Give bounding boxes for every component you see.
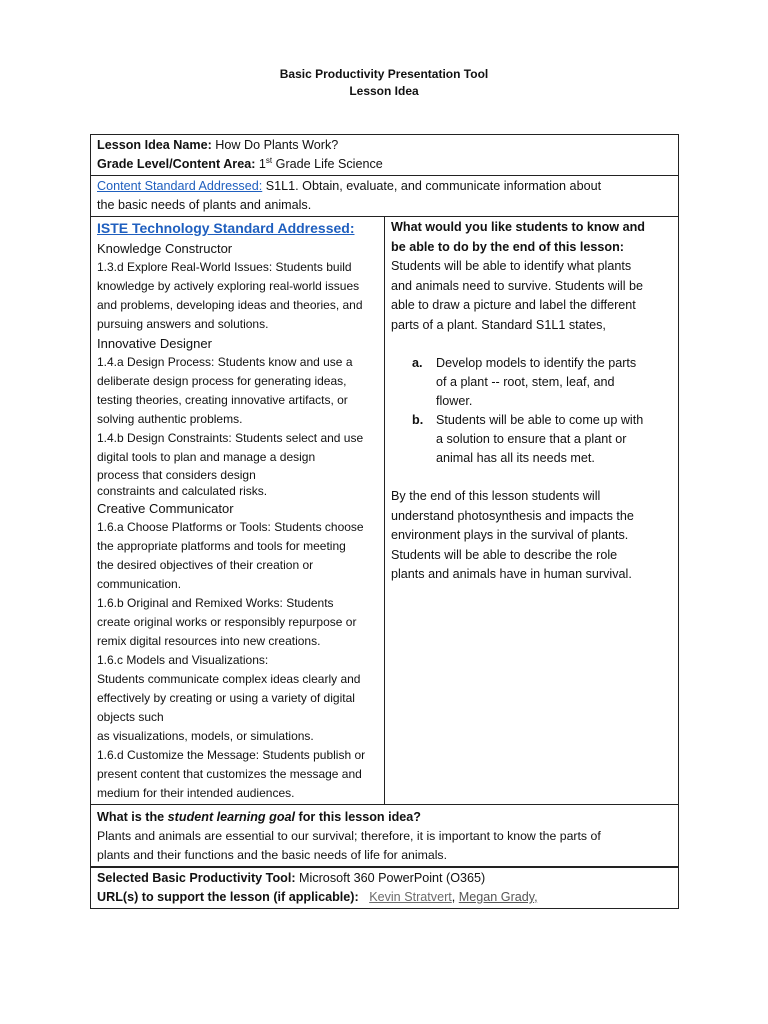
lesson-name-line: [97, 136, 672, 155]
iste-standard-line: testing theories, creating innovative artifacts, or: [97, 393, 348, 407]
objectives-list: [391, 354, 672, 468]
objectives-intro-line: parts of a plant. Standard S1L1 states,: [391, 317, 606, 332]
objectives-cell: [385, 217, 679, 805]
objectives-closing-line: environment plays in the survival of plants.: [391, 528, 629, 542]
objectives-intro: [391, 257, 672, 335]
list-marker: a.: [412, 356, 423, 370]
iste-standard-line: the desired objectives of their creation or: [97, 558, 314, 572]
iste-standard-item: [97, 258, 378, 334]
iste-cell: [91, 217, 385, 805]
objectives-list-line: Develop models to identify the parts: [436, 356, 637, 370]
iste-standard-item: [97, 353, 378, 429]
objectives-closing-line: understand photosynthesis and impacts the: [391, 508, 634, 523]
tool-row: [91, 867, 679, 909]
learning-goal-row: [91, 805, 679, 868]
objectives-question-line-2: be able to do by the end of this lesson:: [391, 239, 625, 254]
iste-standards: [97, 239, 378, 803]
url-link-kevin-stratvert[interactable]: Kevin Stratvert: [369, 890, 452, 904]
lesson-name-label: Lesson Idea Name:: [97, 138, 212, 152]
iste-standard-line: remix digital resources into new creations.: [97, 634, 321, 648]
learning-goal-q-post: for this lesson idea?: [295, 810, 421, 824]
lesson-table: [90, 134, 679, 909]
iste-category: Creative Communicator: [97, 501, 234, 516]
learning-goal-cell: [91, 805, 679, 868]
content-standard-value-2: the basic needs of plants and animals.: [97, 198, 312, 212]
url-separator: ,: [451, 890, 456, 904]
objectives-list-line: animal has all its needs met.: [436, 451, 595, 465]
content-standard-link[interactable]: Content Standard Addressed:: [97, 179, 263, 193]
iste-standard-item: [97, 518, 378, 594]
objectives-question-line-1: What would you like students to know and: [391, 220, 645, 234]
iste-standard-line: digital tools to plan and manage a design: [97, 450, 316, 464]
learning-goal-line-2: plants and their functions and the basic needs of life for animals.: [97, 848, 447, 862]
learning-goal-line-1: Plants and animals are essential to our survival; therefore, it is important to know the parts of: [97, 829, 601, 843]
objectives-list-item: [412, 411, 672, 468]
iste-category: Innovative Designer: [97, 336, 212, 351]
objectives-closing-line: plants and animals have in human survival.: [391, 567, 632, 581]
document-header: [0, 66, 768, 100]
grade-level-label: Grade Level/Content Area:: [97, 157, 256, 171]
objectives-list-line: of a plant -- root, stem, leaf, and: [436, 375, 615, 389]
objectives-question: [391, 218, 672, 257]
iste-standard-item: [97, 467, 378, 499]
content-standard-row: [91, 176, 679, 217]
iste-standard-line: 1.6.c Models and Visualizations:: [97, 653, 269, 667]
url-line: [97, 888, 672, 907]
iste-standard-line: communication.: [97, 577, 182, 591]
iste-standard-line: constraints and calculated risks.: [97, 484, 268, 498]
iste-standard-line: 1.6.a Choose Platforms or Tools: Students choose: [97, 520, 364, 534]
document-title: Basic Productivity Presentation Tool: [279, 67, 489, 81]
learning-goal-q-pre: What is the: [97, 810, 168, 824]
objectives-list-line: a solution to ensure that a plant or: [436, 432, 627, 446]
objectives-intro-line: and animals need to survive. Students will be: [391, 278, 644, 293]
iste-standard-item: [97, 594, 378, 651]
objectives-list-item: [412, 354, 672, 411]
content-standard-line-1: [97, 177, 672, 196]
spacer: [391, 468, 672, 487]
list-marker: b.: [412, 413, 424, 427]
iste-standard-line: Students communicate complex ideas clearly and: [97, 672, 361, 686]
iste-standard-line: process that considers design: [97, 468, 256, 482]
standards-row: [91, 217, 679, 805]
tool-line: [97, 869, 672, 888]
objectives-list-line: Students will be able to come up with: [436, 413, 644, 427]
objectives-intro-line: able to draw a picture and label the different: [391, 298, 636, 312]
iste-standard-line: the appropriate platforms and tools for meeting: [97, 539, 346, 553]
iste-category: Knowledge Constructor: [97, 241, 233, 256]
iste-standard-item: [97, 651, 378, 746]
iste-standard-line: solving authentic problems.: [97, 412, 243, 426]
iste-standard-line: 1.6.d Customize the Message: Students publish or: [97, 748, 366, 762]
objectives-list-line: flower.: [436, 394, 473, 408]
objectives-closing: [391, 487, 672, 585]
iste-standard-item: [97, 746, 378, 803]
objectives-closing-line: By the end of this lesson students will: [391, 489, 601, 503]
content-standard-cell: [91, 176, 679, 217]
iste-standard-line: create original works or responsibly repurpose or: [97, 615, 357, 629]
iste-standard-line: deliberate design process for generating ideas,: [97, 374, 347, 388]
learning-goal-question: [97, 808, 672, 827]
iste-standard-item: [97, 429, 378, 467]
iste-standard-line: objects such: [97, 710, 164, 724]
iste-standard-line: knowledge by actively exploring real-world issues: [97, 279, 360, 293]
iste-standard-line: medium for their intended audiences.: [97, 786, 295, 800]
grade-level-number: 1: [258, 157, 266, 171]
iste-standard-line: pursuing answers and solutions.: [97, 317, 269, 331]
learning-goal-q-em: student learning goal: [167, 810, 296, 824]
iste-standard-line: 1.6.b Original and Remixed Works: Students: [97, 596, 334, 610]
lesson-name-value: How Do Plants Work?: [215, 138, 339, 152]
iste-heading-link[interactable]: ISTE Technology Standard Addressed:: [97, 220, 355, 236]
lesson-name-row: [91, 135, 679, 176]
objectives-closing-line: Students will be able to describe the role: [391, 547, 618, 562]
content-standard-value: S1L1. Obtain, evaluate, and communicate information about: [265, 179, 602, 193]
document-subtitle: Lesson Idea: [349, 84, 419, 98]
iste-standard-line: 1.3.d Explore Real-World Issues: Students build: [97, 260, 352, 274]
grade-level-suffix: st: [265, 155, 273, 165]
tool-label: Selected Basic Productivity Tool:: [97, 871, 296, 885]
objectives-intro-line: Students will be able to identify what plants: [391, 259, 632, 273]
url-link-megan-grady[interactable]: Megan Grady: [458, 890, 535, 904]
url-trailing-comma: ,: [534, 890, 538, 904]
grade-level-line: [97, 155, 672, 174]
url-label: URL(s) to support the lesson (if applicable):: [97, 890, 359, 904]
tool-cell: [91, 867, 679, 909]
iste-standard-line: effectively by creating or using a variety of digital: [97, 691, 355, 705]
iste-standard-line: as visualizations, models, or simulations.: [97, 729, 314, 743]
grade-level-value: Grade Life Science: [275, 157, 383, 171]
tool-value: Microsoft 360 PowerPoint (O365): [299, 871, 486, 885]
iste-standard-line: 1.4.a Design Process: Students know and use a: [97, 355, 353, 369]
iste-standard-line: present content that customizes the message and: [97, 767, 362, 781]
lesson-name-cell: [91, 135, 679, 176]
iste-standard-line: 1.4.b Design Constraints: Students select and use: [97, 431, 364, 445]
iste-standard-line: and problems, developing ideas and theories, and: [97, 298, 363, 312]
